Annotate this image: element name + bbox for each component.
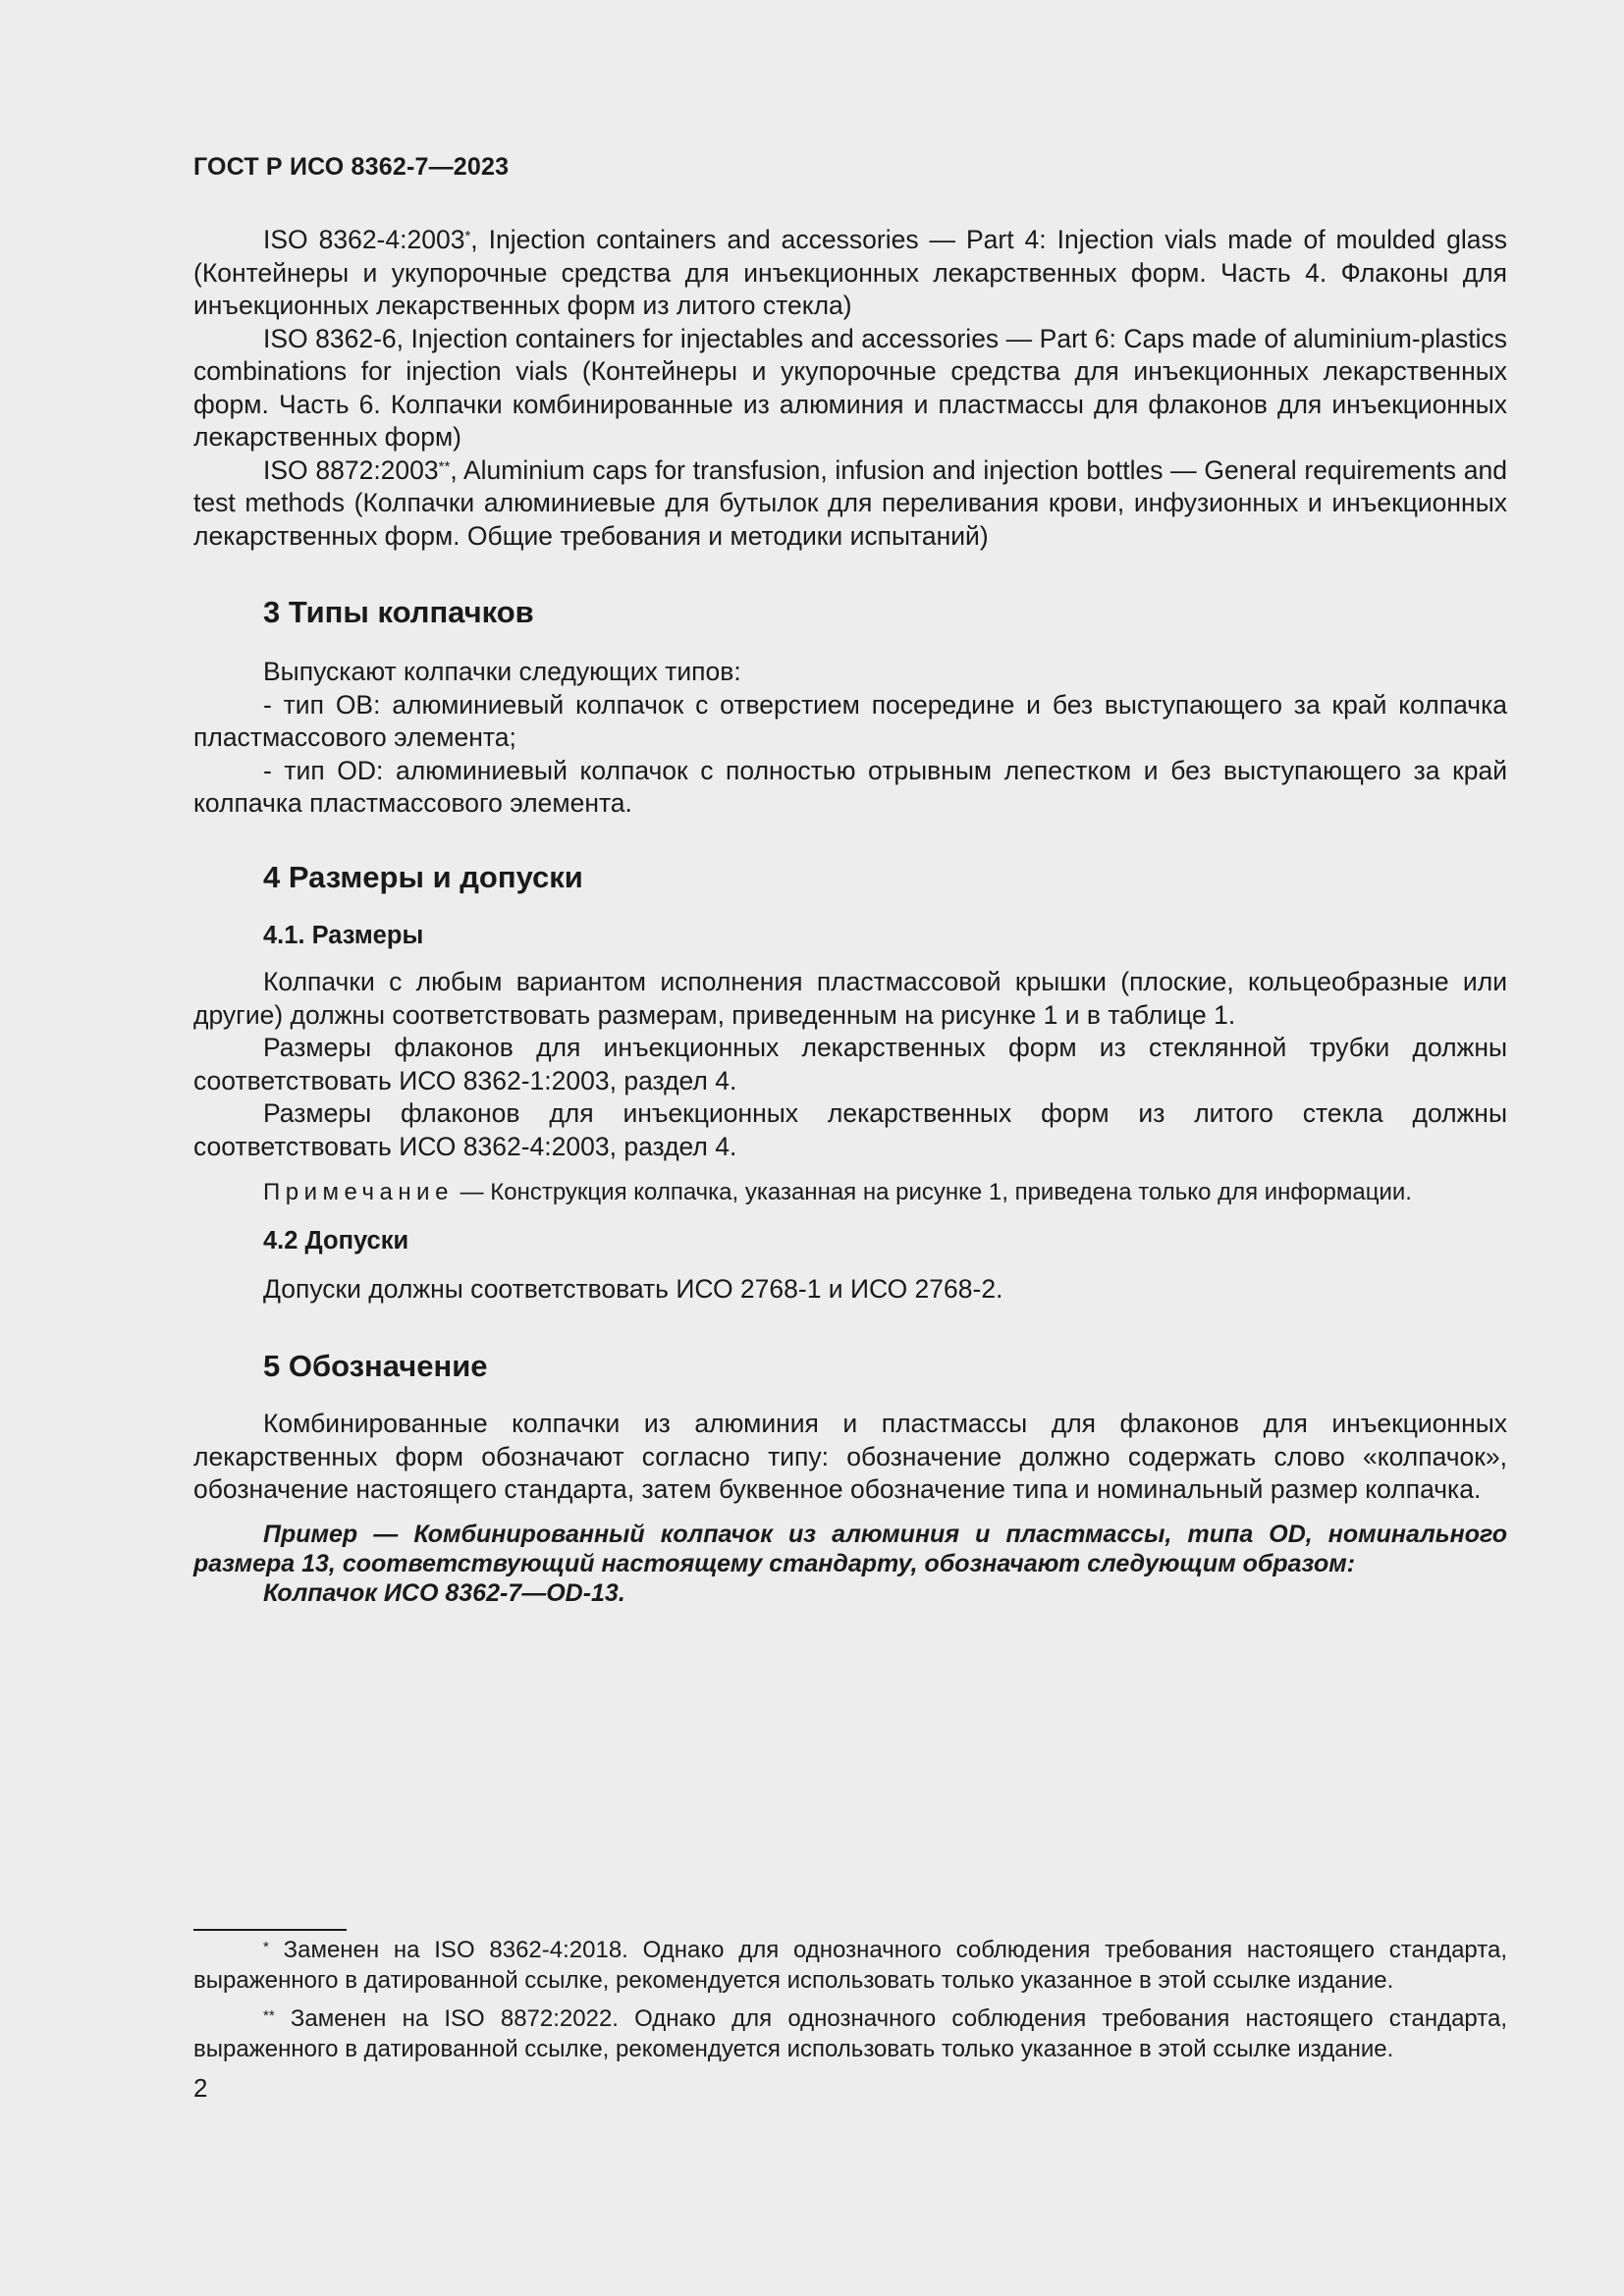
subsection-4-1-body [193,966,1507,1163]
example [193,1520,1507,1608]
subsection-4-1 [193,919,1507,952]
section-3-body [193,656,1507,821]
subsection-title: 4.1. Размеры [263,922,424,949]
example-text: Пример — Комбинированный колпачок из алюминия и пластмассы, типа OD, номинального размера 13, соответствующий настоящему стандарту, обозначают следующим образом: [193,1521,1507,1577]
footnotes [193,1935,1507,2064]
section-title: 4 Размеры и допуски [263,860,583,894]
section-title: 3 Типы колпачков [263,595,534,629]
section-4 [193,858,1507,897]
subsection-title: 4.2 Допуски [263,1227,409,1255]
subsection-4-2-body [193,1273,1507,1307]
section-3 [193,593,1507,632]
list-item: - тип OD: алюминиевый колпачок с полностью отрывным лепестком и без выступающего за край колпачка пластмассового элемента. [193,755,1507,818]
paragraph: Допуски должны соответствовать ИСО 2768-1 и ИСО 2768-2. [263,1274,1003,1304]
example-designation: Колпачок ИСО 8362-7—OD-13. [263,1579,625,1607]
note [193,1177,1507,1208]
document-header: ГОСТ Р ИСО 8362-7—2023 [193,153,510,181]
paragraph: Выпускают колпачки следующих типов: [263,657,741,686]
reference-item: ISO 8872:2003**, Aluminium caps for transfusion, infusion and injection bottles — General requirements and test methods (Колпачки алюминиевые для бутылок для переливания крови, инфузионных и инъекционных лекарственных форм. Общие требования и методики испытаний) [193,454,1507,551]
footnote: * Заменен на ISO 8362-4:2018. Однако для однозначного соблюдения требования настоящего стандарта, выраженного в датированной ссылке, рекомендуется использовать только указанное в этой ссылке издание. [193,1937,1507,1994]
note-label: Примечание [263,1179,454,1205]
paragraph: Размеры флаконов для инъекционных лекарственных форм из стеклянной трубки должны соответствовать ИСО 8362-1:2003, раздел 4. [193,1033,1507,1095]
page-number: 2 [193,2073,208,2103]
section-title: 5 Обозначение [263,1349,488,1383]
paragraph: Размеры флаконов для инъекционных лекарственных форм из литого стекла должны соответствовать ИСО 8362-4:2003, раздел 4. [193,1098,1507,1161]
section-5-body [193,1408,1507,1507]
list-item: - тип OB: алюминиевый колпачок с отверстием посередине и без выступающего за край колпачка пластмассового элемента; [193,689,1507,752]
reference-item: ISO 8362-4:2003*, Injection containers and accessories — Part 4: Injection vials made of moulded glass (Контейнеры и укупорочные средства для инъекционных лекарственных форм. Часть 4. Флаконы для инъекционных лекарственных форм из литого стекла) [193,225,1507,320]
paragraph: Комбинированные колпачки из алюминия и пластмассы для флаконов для инъекционных лекарственных форм обозначают согласно типу: обозначение должно содержать слово «колпачок», обозначение настоящего стандарта, затем буквенное обозначение типа и номинальный размер колпачка. [193,1409,1507,1504]
footnote-divider [193,1929,347,1931]
paragraph: Колпачки с любым вариантом исполнения пластмассовой крышки (плоские, кольцеобразные или другие) должны соответствовать размерам, приведенным на рисунке 1 и в таблице 1. [193,967,1507,1030]
footnote: ** Заменен на ISO 8872:2022. Однако для однозначного соблюдения требования настоящего стандарта, выраженного в датированной ссылке, рекомендуется использовать только указанное в этой ссылке издание. [193,2005,1507,2062]
references-list [193,224,1507,553]
reference-item: ISO 8362-6, Injection containers for injectables and accessories — Part 6: Caps made of aluminium-plastics combinations for injection vials (Контейнеры и укупорочные средства для инъекционных лекарственных форм. Часть 6. Колпачки комбинированные из алюминия и пластмассы для флаконов для инъекционных лекарственных форм) [193,323,1507,452]
subsection-4-2 [193,1224,1507,1257]
note-text: — Конструкция колпачка, указанная на рисунке 1, приведена только для информации. [453,1179,1412,1205]
section-5 [193,1347,1507,1386]
